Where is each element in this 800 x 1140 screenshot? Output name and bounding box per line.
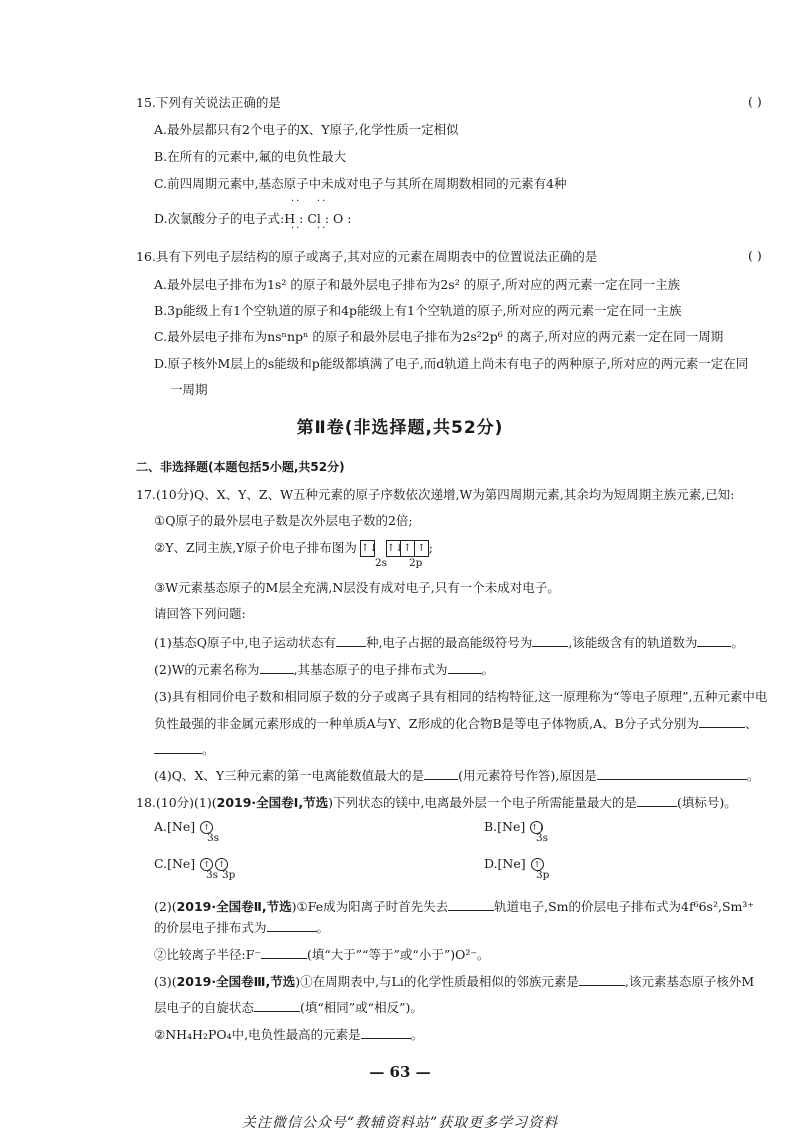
q18-p2-e: 。: [316, 920, 330, 935]
q17-part-3-line2: [154, 714, 757, 733]
q18-part-2-line1: [154, 897, 754, 916]
q17-ask: 请回答下列问题:: [154, 606, 246, 621]
q18-p3-e: (填“相同”或“相反”)。: [300, 1000, 423, 1015]
q17-part-2: [154, 660, 494, 679]
q16-answer-paren: ( ): [748, 248, 762, 263]
q18-option-c-label: C.[Ne]: [154, 856, 196, 871]
q17-p4-text-b: (用元素符号作答),原因是: [458, 768, 597, 783]
q17-p1-text-a: (1)基态Q原子中,电子运动状态有: [154, 635, 336, 650]
q18-b-label-3s: 3s: [536, 832, 549, 844]
q18-p3-c: ,该元素基态原子核外M: [624, 974, 755, 989]
footer-note: 关注微信公众号“教辅资料站”获取更多学习资料: [241, 1115, 559, 1131]
q17-p3-blank-2[interactable]: [154, 740, 202, 754]
q17-condition-2-text: ②Y、Z同主族,Y原子价电子排布图为: [154, 540, 357, 555]
label-2p: 2p: [409, 557, 423, 569]
orbital-circle-3s: ↑↓: [531, 823, 545, 832]
q17-condition-2-end: ;: [428, 540, 433, 555]
q17-p3-text: 负性最强的非金属元素形成的一种单质A与Y、Z形成的化合物B是等电子体物质,A、B分子式分别为: [154, 716, 699, 731]
lone-pair-dots-bottom: ·· ··: [291, 223, 328, 234]
q18-part-3-item-2: [154, 1025, 423, 1044]
q15-option-b: B.在所有的元素中,氟的电负性最大: [154, 149, 347, 164]
q17-p1-blank-2[interactable]: [532, 633, 568, 647]
q17-condition-2: [154, 539, 433, 557]
q17-p2-text-b: ,其基态原子的电子排布式为: [293, 662, 448, 677]
q17-p2-blank-2[interactable]: [448, 660, 482, 674]
q17-p3-sep: 、: [744, 716, 758, 731]
q17-p2-text-a: (2)W的元素名称为: [154, 662, 260, 677]
q18-p2-2b: (填“大于”“等于”或“小于”)O²⁻。: [306, 947, 490, 962]
q18-part-3-line1: [154, 972, 754, 991]
q18-p3-blank-3[interactable]: [361, 1025, 411, 1039]
q18-stem-c: (填标号)。: [676, 795, 737, 810]
q17-part-3-line3: [154, 740, 215, 759]
q17-part-3-line1: (3)具有相同价电子数和相同原子数的分子或离子具有相同的结构特征,这一原理称为“等电子原理”,五种元素中电: [154, 689, 768, 704]
q18-source-2: 2019·全国卷Ⅱ,节选: [176, 899, 292, 914]
q18-p3-d: 层电子的自旋状态: [154, 1000, 255, 1015]
q18-p3-b: )①在周期表中,与Li的化学性质最相似的邻族元素是: [295, 974, 579, 989]
orbital-circle-3s: ↑: [200, 858, 213, 871]
q18-d-label-3p: 3p: [536, 869, 550, 881]
q17-p3-blank-1[interactable]: [699, 714, 745, 728]
q16-option-a: A.最外层电子排布为1s² 的原子和最外层电子排布为2s² 的原子,所对应的两元素一定在同一主族: [154, 277, 681, 292]
q15-option-d-text: D.次氯酸分子的电子式:: [154, 211, 285, 226]
q17-condition-1: ①Q原子的最外层电子数是次外层电子数的2倍;: [154, 513, 413, 528]
q17-p4-blank-2[interactable]: [597, 766, 747, 780]
q17-p4-blank-1[interactable]: [424, 766, 458, 780]
section-title: 第Ⅱ卷(非选择题,共52分): [296, 418, 504, 438]
q16-option-c: C.最外层电子排布为nsⁿnpⁿ 的原子和最外层电子排布为2s²2p⁶ 的离子,所对应的两元素一定在同一周期: [154, 329, 724, 344]
q16-option-b: B.3p能级上有1个空轨道的原子和4p能级上有1个空轨道的原子,所对应的两元素一定在同一主族: [154, 303, 682, 318]
q17-p4-text-c: 。: [746, 768, 760, 783]
q17-p1-blank-3[interactable]: [697, 633, 731, 647]
q17-condition-3: ③W元素基态原子的M层全充满,N层没有成对电子,只有一个未成对电子。: [154, 580, 560, 595]
q18-source-1: 2019·全国卷Ⅰ,节选: [216, 795, 329, 810]
orbital-box-2p-2: ↑: [400, 540, 415, 557]
q15-stem: 15.下列有关说法正确的是: [136, 95, 281, 110]
q18-stem-b: )下列状态的镁中,电离最外层一个电子所需能量最大的是: [328, 795, 637, 810]
q18-option-a-label: A.[Ne]: [154, 819, 196, 834]
q17-stem: 17.(10分)Q、X、Y、Z、W五种元素的原子序数依次递增,W为第四周期元素,其余均为短周期主族元素,已知:: [136, 487, 735, 502]
q18-part-2-line2: [154, 918, 329, 937]
q18-p3-a: (3)(: [154, 974, 177, 989]
q18-option-d-label: D.[Ne]: [484, 856, 526, 871]
q18-c-label-3p: 3p: [222, 869, 236, 881]
lone-pair-dots-top: ·· ··: [291, 196, 328, 207]
q17-part-1: [154, 633, 744, 652]
q17-p2-text-c: 。: [481, 662, 495, 677]
q16-option-d-line2: 一周期: [170, 382, 208, 397]
q16-option-d-line1: D.原子核外M层上的s能级和p能级都填满了电子,而d轨道上尚未有电子的两种原子,所对应的两元素一定在同: [154, 356, 749, 371]
q15-answer-paren: ( ): [748, 94, 762, 109]
orbital-circle-3p: ↑: [215, 858, 228, 871]
q18-part-3-line2: [154, 998, 423, 1017]
q17-part-4: [154, 766, 759, 785]
q17-p1-text-b: 种,电子占据的最高能级符号为: [365, 635, 533, 650]
q18-p2-b: )①Fe成为阳离子时首先失去: [291, 899, 449, 914]
q15-option-c: C.前四周期元素中,基态原子中未成对电子与其所在周期数相同的元素有4种: [154, 176, 567, 191]
q18-p3-blank-2[interactable]: [254, 998, 300, 1012]
orbital-box-2p-1: ↑↓: [386, 540, 401, 557]
q16-stem: 16.具有下列电子层结构的原子或离子,其对应的元素在周期表中的位置说法正确的是: [136, 249, 598, 264]
q17-p3-end: 。: [202, 742, 215, 757]
page-number: — 63 —: [369, 1063, 431, 1081]
q18-p2-2a: ②比较离子半径:F⁻: [154, 947, 261, 962]
q17-p2-blank-1[interactable]: [260, 660, 294, 674]
q18-p3-2a: ②NH₄H₂PO₄中,电负性最高的元素是: [154, 1027, 361, 1042]
q18-p2-a: (2)(: [154, 899, 177, 914]
orbital-box-2s: ↑↓: [360, 540, 375, 557]
q18-p1-blank[interactable]: [637, 793, 677, 807]
q18-p2-blank-2[interactable]: [267, 918, 317, 932]
q18-c-label-3s: 3s: [206, 869, 219, 881]
q18-stem: [136, 793, 737, 812]
q18-p3-blank-1[interactable]: [579, 972, 625, 986]
q18-p3-2b: 。: [410, 1027, 424, 1042]
q18-p2-blank-3[interactable]: [261, 945, 307, 959]
q18-p2-c: 轨道电子,Sm的价层电子排布式为4f⁶6s²,Sm³⁺: [494, 899, 754, 914]
q17-p1-blank-1[interactable]: [336, 633, 366, 647]
q17-p1-text-d: 。: [731, 635, 744, 650]
q18-source-3: 2019·全国卷Ⅲ,节选: [176, 974, 296, 989]
q15-option-a: A.最外层都只有2个电子的X、Y原子,化学性质一定相似: [154, 122, 459, 137]
q18-option-b-label: B.[Ne]: [484, 819, 526, 834]
label-2s: 2s: [375, 557, 388, 569]
q18-a-label-3s: 3s: [207, 832, 220, 844]
orbital-circle-3p: ↑: [531, 858, 544, 871]
q18-option-a: [154, 818, 214, 836]
q18-stem-a: 18.(10分)(1)(: [136, 795, 217, 810]
q17-p4-text-a: (4)Q、X、Y三种元素的第一电离能数值最大的是: [154, 768, 425, 783]
q17-p1-text-c: ,该能级含有的轨道数为: [568, 635, 698, 650]
q18-p2-blank-1[interactable]: [448, 897, 494, 911]
section2-heading: 二、非选择题(本题包括5小题,共52分): [136, 460, 345, 474]
hocl-electron-formula: H : Cl : O :: [284, 211, 352, 226]
q18-p2-d: 的价层电子排布式为: [154, 920, 267, 935]
orbital-box-2p-3: ↑: [414, 540, 429, 557]
q18-part-2-item-2: [154, 945, 489, 964]
orbital-circle-3s: ↑: [200, 821, 213, 834]
